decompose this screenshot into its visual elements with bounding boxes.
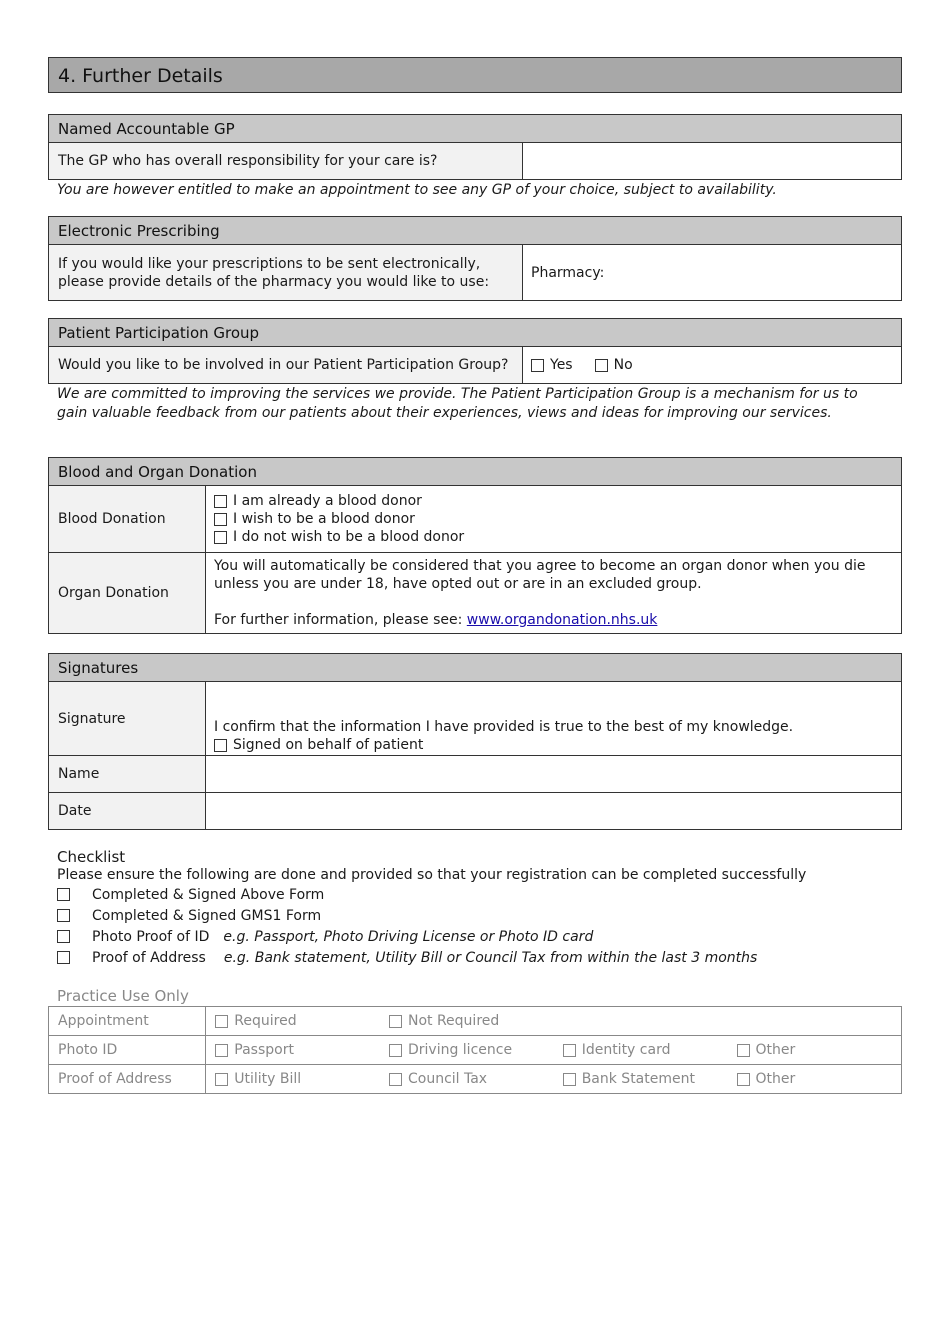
ppg-no-checkbox[interactable] [595, 359, 608, 372]
organ-donation-link[interactable]: www.organdonation.nhs.uk [466, 612, 658, 628]
practice-checkbox[interactable] [563, 1044, 576, 1057]
practice-checkbox[interactable] [737, 1073, 750, 1086]
gp-box [48, 114, 902, 180]
signatures-box [48, 653, 902, 830]
practice-checkbox[interactable] [215, 1015, 228, 1028]
blood-option-3: I do not wish to be a blood donor [214, 528, 464, 546]
ppg-question: Would you like to be involved in our Patient Participation Group? [49, 347, 523, 383]
practice-checkbox[interactable] [389, 1015, 402, 1028]
donation-box [48, 457, 902, 634]
checklist-item: Proof of Address e.g. Bank statement, Utility Bill or Council Tax from within the last 3 months [57, 947, 911, 968]
practice-row-photo-id: Photo ID Passport Driving licence Identity card Other [49, 1036, 902, 1065]
practice-use-table [48, 1006, 902, 1094]
donation-heading: Blood and Organ Donation [49, 458, 901, 486]
blood-option-checkbox[interactable] [214, 531, 227, 544]
eps-heading: Electronic Prescribing [49, 217, 901, 245]
checklist-title: Checklist [57, 848, 126, 866]
practice-checkbox[interactable] [563, 1073, 576, 1086]
blood-label: Blood Donation [49, 486, 206, 552]
organ-info: For further information, please see: www.organdonation.nhs.uk [214, 612, 658, 628]
gp-answer-field[interactable] [523, 143, 901, 179]
ppg-box [48, 318, 902, 384]
checklist-item: Photo Proof of ID e.g. Passport, Photo Driving License or Photo ID card [57, 926, 911, 947]
ppg-yes-label: Yes [550, 357, 573, 373]
date-label: Date [49, 793, 206, 829]
practice-checkbox[interactable] [215, 1073, 228, 1086]
ppg-note: We are committed to improving the services we provide. The Patient Participation Group is a mechanism for us to gain valuable feedback from our patients about their experiences, views and ideas for improving our services. [57, 386, 858, 421]
pharmacy-field[interactable] [523, 245, 901, 300]
signature-field[interactable] [206, 682, 901, 755]
practice-row-proof-of-address: Proof of Address Utility Bill Council Tax Bank Statement Other [49, 1065, 902, 1094]
practice-use-title: Practice Use Only [57, 987, 189, 1005]
eps-question: If you would like your prescriptions to be sent electronically, please provide details of the pharmacy you would like to use: [49, 245, 523, 300]
practice-row-appointment: Appointment Required Not Required [49, 1007, 902, 1036]
organ-text: You will automatically be considered that you agree to become an organ donor when you die unless you are under 18, have opted out or are in an excluded group. [214, 558, 866, 592]
gp-heading: Named Accountable GP [49, 115, 901, 143]
checklist-item: Completed & Signed Above Form [57, 884, 911, 905]
blood-option-2: I wish to be a blood donor [214, 510, 415, 528]
checklist-checkbox[interactable] [57, 888, 70, 901]
practice-checkbox[interactable] [389, 1073, 402, 1086]
name-label: Name [49, 756, 206, 792]
checklist-checkbox[interactable] [57, 909, 70, 922]
checklist-item: Completed & Signed GMS1 Form [57, 905, 911, 926]
checklist-checkbox[interactable] [57, 951, 70, 964]
practice-checkbox[interactable] [215, 1044, 228, 1057]
organ-label: Organ Donation [49, 553, 206, 633]
behalf-label: Signed on behalf of patient [233, 737, 424, 753]
signature-label: Signature [49, 682, 206, 755]
pharmacy-label: Pharmacy: [531, 264, 605, 281]
gp-note: You are however entitled to make an appointment to see any GP of your choice, subject to availability. [57, 182, 777, 198]
ppg-heading: Patient Participation Group [49, 319, 901, 347]
name-field[interactable] [206, 756, 901, 792]
ppg-no-label: No [613, 357, 633, 373]
date-field[interactable] [206, 793, 901, 829]
blood-option-checkbox[interactable] [214, 495, 227, 508]
ppg-yes-checkbox[interactable] [531, 359, 544, 372]
blood-option-1: I am already a blood donor [214, 492, 422, 510]
confirm-text: I confirm that the information I have provided is true to the best of my knowledge. [214, 719, 794, 735]
eps-box [48, 216, 902, 301]
checklist-intro: Please ensure the following are done and provided so that your registration can be completed successfully [57, 867, 807, 883]
practice-checkbox[interactable] [737, 1044, 750, 1057]
practice-checkbox[interactable] [389, 1044, 402, 1057]
behalf-checkbox[interactable] [214, 739, 227, 752]
gp-question: The GP who has overall responsibility for your care is? [49, 143, 523, 179]
section-title: 4. Further Details [48, 57, 902, 93]
blood-option-checkbox[interactable] [214, 513, 227, 526]
signatures-heading: Signatures [49, 654, 901, 682]
checklist-checkbox[interactable] [57, 930, 70, 943]
